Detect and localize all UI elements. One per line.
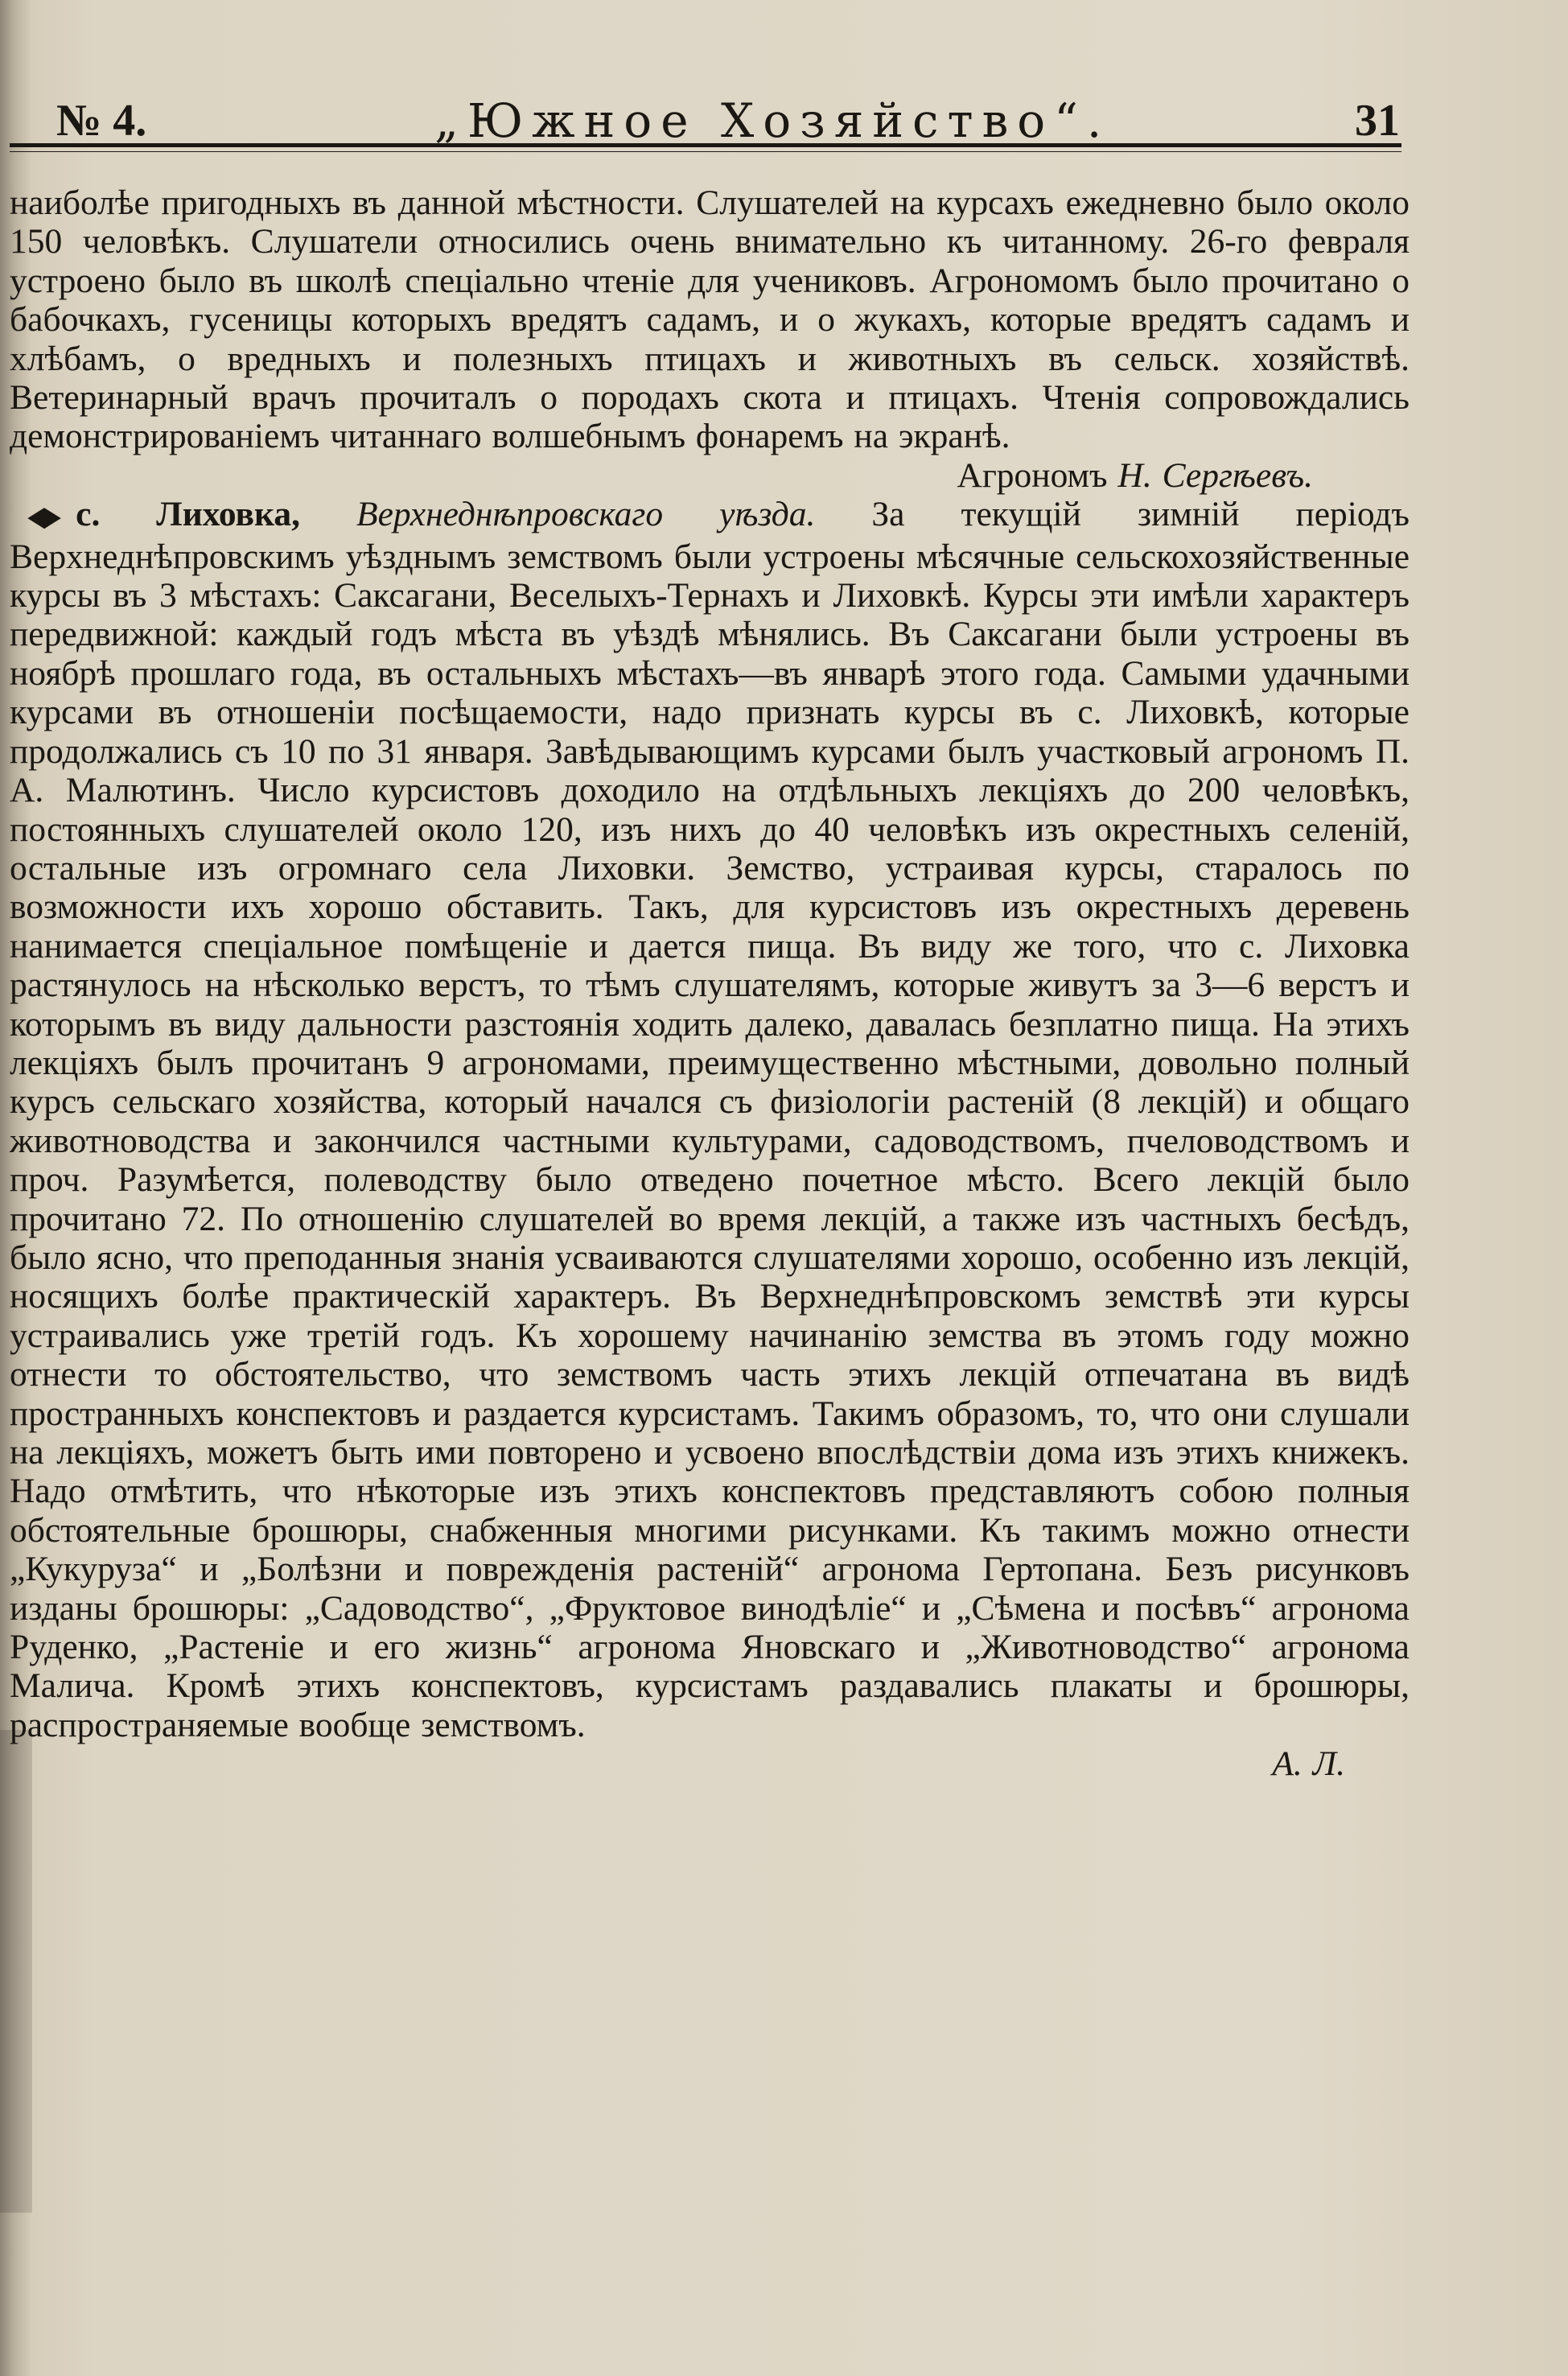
author-signature [10, 456, 1410, 495]
header-rule [10, 143, 1401, 147]
author-initials: А. Л. [1272, 1744, 1345, 1784]
signature-name: Н. Сергѣевъ. [1117, 455, 1313, 495]
place-name: с. Лиховка, [76, 495, 301, 534]
issue-number: № 4. [56, 96, 147, 146]
binding-shadow [0, 1730, 32, 2213]
running-header [56, 87, 1400, 159]
body-text [10, 183, 1410, 1784]
header-rule-thin [10, 151, 1401, 152]
diamond-bullet-icon: ◆ [27, 502, 62, 533]
article-body: За текущій зимній періодъ Верхнеднѣпровскимъ уѣзднымъ земствомъ были устроены мѣсячные сельскохозяйственные курсы въ 3 мѣстахъ: Саксагани, Веселыхъ-Тернахъ и Лиховкѣ. Курсы эти имѣли характеръ передвижной: каждый годъ мѣста въ уѣздѣ мѣнялись. Въ Саксагани были устроены въ ноябрѣ прошлаго года, въ остальныхъ мѣстахъ—въ январѣ этого года. Самыми удачными курсами въ отношеніи посѣщаемости, надо признать курсы въ с. Лиховкѣ, которые продолжались съ 10 по 31 января. Завѣдывающимъ курсами былъ участковый агрономъ П. А. Малютинъ. Число курсистовъ доходило на отдѣльныхъ лекціяхъ до 200 человѣкъ, постоянныхъ слушателей около 120, изъ нихъ до 40 человѣкъ изъ окрестныхъ селеній, остальные изъ огромнаго села Лиховки. Земство, устраивая курсы, старалось по возможности ихъ хорошо обставить. Такъ, для курсистовъ изъ окрестныхъ деревень нанимается спеціальное помѣщеніе и дается пища. Въ виду же того, что с. Лиховка растянулось на нѣсколько верстъ, то тѣмъ слушателямъ, которые живутъ за 3—6 верстъ и которымъ въ виду дальности разстоянія ходить далеко, давалась безплатно пища. На этихъ лекціяхъ былъ прочитанъ 9 агрономами, преимущественно мѣстными, довольно полный курсъ сельскаго хозяйства, который начался съ физіологіи растеній (8 лекцій) и общаго животноводства и закончился частными культурами, садоводствомъ, пчеловодствомъ и проч. Разумѣется, полеводству было отведено почетное мѣсто. Всего лекцій было прочитано 72. По отношенію слушателей во время лекцій, а также изъ частныхъ бесѣдъ, было ясно, что преподанныя знанія усваиваются слушателями хорошо, особенно изъ лекцій, носящихъ болѣе практическій характеръ. Въ Верхнеднѣпровскомъ земствѣ эти курсы устраивались уже третій годъ. Къ хорошему начинанію земства въ этомъ году можно отнести то обстоятельство, что земствомъ часть этихъ лекцій отпечатана въ видѣ пространныхъ конспектовъ и раздается курсистамъ. Такимъ образомъ, то, что они слушали на лекціяхъ, можетъ быть ими повторено и усвоено впослѣдствіи дома изъ этихъ книжекъ. Надо отмѣтить, что нѣкоторые изъ этихъ конспектовъ представляютъ собою полныя обстоятельные брошюры, снабженныя многими рисунками. Къ такимъ можно отнести „Кукуруза“ и „Болѣзни и поврежденія растеній“ агронома Гертопана. Безъ рисунковъ изданы брошюры: „Садоводство“, „Фруктовое винодѣліе“ и „Сѣмена и посѣвъ“ агронома Руденко, „Растеніе и его жизнь“ агронома Яновскаго и „Животноводство“ агронома Малича. Кромѣ этихъ конспектовъ, курсистамъ раздавались плакаты и брошюры, распространяемые вообще земствомъ. [10, 495, 1410, 1744]
article-paragraph: наиболѣе пригодныхъ въ данной мѣстности. Слушателей на курсахъ ежедневно было около 150 человѣкъ. Слушатели относились очень внимательно къ читанному. 26-го февраля устроено было въ школѣ спеціально чтеніе для учениковъ. Агрономомъ было прочитано о бабочкахъ, гусеницы которыхъ вредятъ садамъ, и о жукахъ, которые вредятъ садамъ и хлѣбамъ, о вредныхъ и полезныхъ птицахъ и животныхъ въ сельск. хозяйствѣ. Ветеринарный врачъ прочиталъ о породахъ скота и птицахъ. Чтенія сопровождались демонстрированіемъ читаннаго волшебнымъ фонаремъ на экранѣ. [10, 183, 1410, 456]
journal-title: „Южное Хозяйство“. [434, 93, 1111, 148]
signature-prefix: Агрономъ [957, 455, 1118, 495]
article-paragraph [10, 495, 1410, 1744]
district-name: Верхнеднѣпровскаго уѣзда. [356, 495, 816, 534]
page-number: 31 [1355, 96, 1400, 146]
